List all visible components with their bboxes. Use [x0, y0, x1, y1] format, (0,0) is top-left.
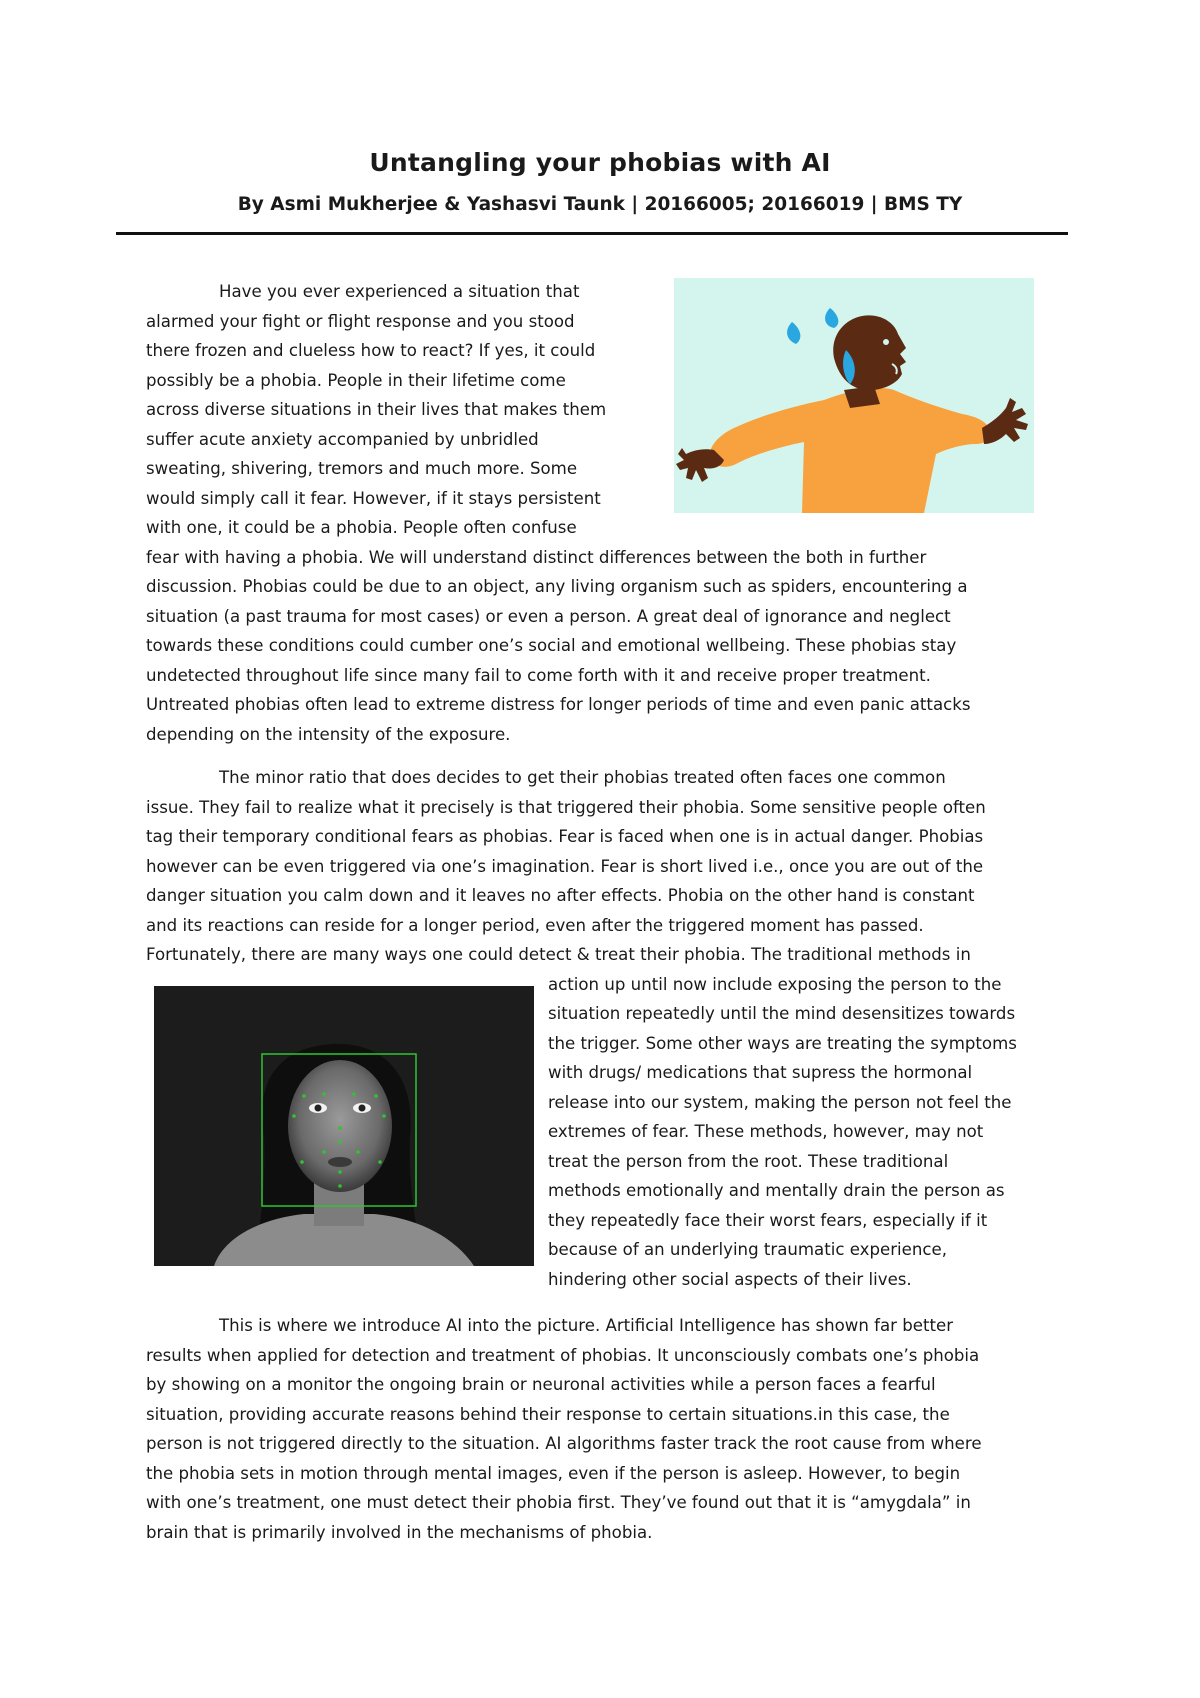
text-line: suffer acute anxiety accompanied by unbridled [146, 429, 539, 449]
scared-person-illustration [674, 278, 1034, 513]
text-line: towards these conditions could cumber one’s social and emotional wellbeing. These phobias stay [146, 636, 957, 655]
paragraph-2-full [146, 763, 986, 970]
illustration-eye [883, 339, 889, 345]
text-line: discussion. Phobias could be due to an object, any living organism such as spiders, encountering a [146, 577, 968, 596]
text-line: depending on the intensity of the exposure. [146, 724, 511, 744]
text-line: they repeatedly face their worst fears, especially if it [548, 1210, 988, 1230]
text-line: fear with having a phobia. We will understand distinct differences between the both in further [146, 547, 927, 567]
text-line: the trigger. Some other ways are treating the symptoms [548, 1033, 1017, 1053]
text-line: danger situation you calm down and it leaves no after effects. Phobia on the other hand is constant [146, 886, 975, 905]
text-line: Fortunately, there are many ways one could detect & treat their phobia. The traditional methods in [146, 945, 971, 964]
text-line: The minor ratio that does decides to get their phobias treated often faces one common [219, 768, 946, 787]
document-title: Untangling your phobias with AI [369, 148, 831, 177]
paragraph-3 [146, 1311, 982, 1547]
paragraph-1-wrapped [146, 277, 606, 543]
text-line: across diverse situations in their lives that makes them [146, 400, 607, 419]
text-line: possibly be a phobia. People in their lifetime come [146, 370, 566, 390]
text-line: the phobia sets in motion through mental images, even if the person is asleep. However, to begin [146, 1463, 961, 1483]
text-line: action up until now include exposing the person to the [548, 974, 1002, 994]
text-line: results when applied for detection and treatment of phobias. It unconsciously combats one’s phobia [146, 1345, 980, 1365]
text-line: hindering other social aspects of their lives. [548, 1269, 912, 1289]
text-line: Have you ever experienced a situation that [219, 282, 580, 301]
title-divider [116, 232, 1068, 235]
text-line: however can be even triggered via one’s imagination. Fear is short lived i.e., once you are out of the [146, 856, 984, 876]
text-line: with one, it could be a phobia. People often confuse [146, 518, 577, 537]
text-line: with drugs/ medications that supress the hormonal [548, 1063, 973, 1082]
text-line: sweating, shivering, tremors and much more. Some [146, 459, 578, 478]
text-line: situation repeatedly until the mind desensitizes towards [548, 1004, 1016, 1023]
text-line: would simply call it fear. However, if it stays persistent [146, 488, 601, 508]
photo-mouth [328, 1157, 352, 1167]
text-line: tag their temporary conditional fears as phobias. Fear is faced when one is in actual danger. Phobias [146, 827, 984, 846]
text-line: and its reactions can reside for a longer period, even after the triggered moment has passed. [146, 915, 924, 935]
text-line: alarmed your fight or flight response and you stood [146, 311, 575, 331]
document-byline: By Asmi Mukherjee & Yashasvi Taunk | 20166005; 20166019 | BMS TY [237, 194, 963, 215]
text-line: This is where we introduce AI into the picture. Artificial Intelligence has shown far better [219, 1316, 954, 1335]
text-line: with one’s treatment, one must detect their phobia first. They’ve found out that it is “amygdala” in [146, 1493, 971, 1512]
text-line: treat the person from the root. These traditional [548, 1151, 949, 1171]
text-line: extremes of fear. These methods, however, may not [548, 1122, 984, 1141]
text-line: there frozen and clueless how to react? If yes, it could [146, 341, 596, 360]
face-detection-photo [154, 986, 534, 1266]
text-line: because of an underlying traumatic experience, [548, 1240, 947, 1259]
text-line: undetected throughout life since many fail to come forth with it and receive proper treatment. [146, 665, 931, 685]
paragraph-2-wrapped [548, 970, 1017, 1295]
text-line: release into our system, making the person not feel the [548, 1092, 1012, 1112]
text-line: situation, providing accurate reasons behind their response to certain situations.in this case, the [146, 1404, 950, 1424]
text-line: by showing on a monitor the ongoing brain or neuronal activities while a person faces a fearful [146, 1375, 936, 1394]
text-line: Untreated phobias often lead to extreme distress for longer periods of time and even panic attacks [146, 695, 971, 714]
text-line: methods emotionally and mentally drain the person as [548, 1181, 1005, 1200]
paragraph-1-full [146, 543, 971, 750]
text-line: situation (a past trauma for most cases) or even a person. A great deal of ignorance and neglect [146, 606, 951, 626]
text-line: person is not triggered directly to the situation. AI algorithms faster track the root cause from where [146, 1434, 982, 1453]
text-line: issue. They fail to realize what it precisely is that triggered their phobia. Some sensitive people often [146, 797, 986, 817]
text-line: brain that is primarily involved in the mechanisms of phobia. [146, 1522, 653, 1542]
